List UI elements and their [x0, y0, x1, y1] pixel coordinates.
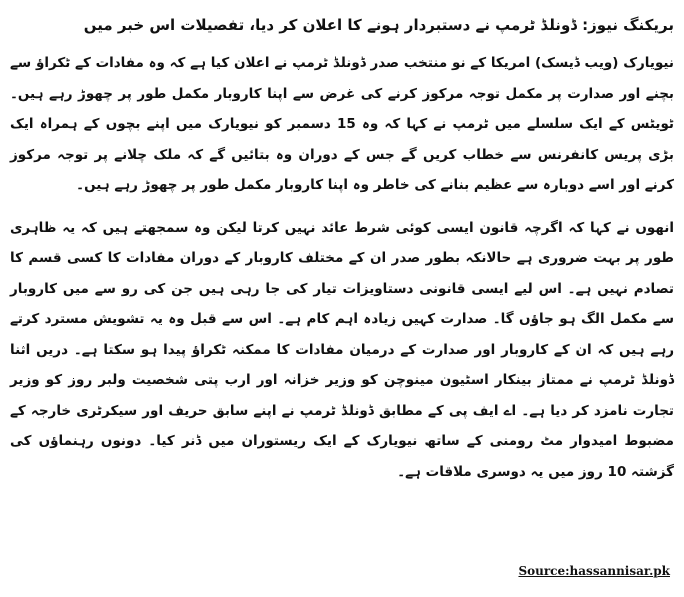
article-paragraph-1: نیویارک (ویب ڈیسک) امریکا کے نو منتخب صدر ڈونلڈ ٹرمپ نے اعلان کیا ہے کہ وہ مفادات کے ٹکراؤ سے بچنے اور صدارت پر مکمل توجہ مرکوز کرنے کی غرض سے اپنا کاروبار مکمل طور پر چھوڑ رہے ہیں۔ ٹویٹس کے ایک سلسلے میں ٹرمپ نے کہا کہ وہ 15 دسمبر کو نیویارک میں اپنے بچوں کے ہمراہ ایک بڑی پریس کانفرنس سے خطاب کریں گے جس کے دوران وہ بتائیں گے کہ ملک چلانے پر توجہ مرکوز کرنے اور اسے دوبارہ سے عظیم بنانے کی خاطر وہ اپنا کاروبار مکمل طور پر چھوڑ رہے ہیں۔ [10, 55, 674, 193]
article-paragraph-2: انھوں نے کہا کہ اگرچہ قانون ایسی کوئی شرط عائد نہیں کرتا لیکن وہ سمجھتے ہیں کہ یہ ظاہری طور پر بہت ضروری ہے حالانکہ بطور صدر ان کے مختلف کاروبار کے دوران مفادات کا کسی قسم کا تصادم نہیں ہے۔ اس لیے ایسی قانونی دستاویزات تیار کی جا رہی ہیں جن کی رو سے میں کاروبار سے مکمل الگ ہو جاؤں گا۔ صدارت کہیں زیادہ اہم کام ہے۔ اس سے قبل وہ یہ تشویش مسترد کرتے رہے ہیں کہ ان کے کاروبار اور صدارت کے درمیان مفادات کا ممکنہ ٹکراؤ پیدا ہو سکتا ہے۔ دریں اثنا ڈونلڈ ٹرمپ نے ممتاز بینکار اسٹیون مینوچن کو وزیر خزانہ اور ارب پتی شخصیت ولبر روز کو وزیر تجارت نامزد کر دیا ہے۔ اے ایف پی کے مطابق ڈونلڈ ٹرمپ نے اپنے سابق حریف اور سیکرٹری خارجہ کے مضبوط امیدوار مٹ رومنی کے ساتھ نیویارک کے ایک ریستوران میں ڈنر کیا۔ دونوں رہنماؤں کی گزشتہ 10 روز میں یہ دوسری ملاقات ہے۔ [10, 219, 674, 480]
news-article [10, 12, 674, 499]
source-credit: Source:hassannisar.pk [518, 564, 670, 578]
article-headline: بریکنگ نیوز: ڈونلڈ ٹرمپ نے دستبردار ہونے کا اعلان کر دیا، تفصیلات اس خبر میں [83, 16, 674, 34]
